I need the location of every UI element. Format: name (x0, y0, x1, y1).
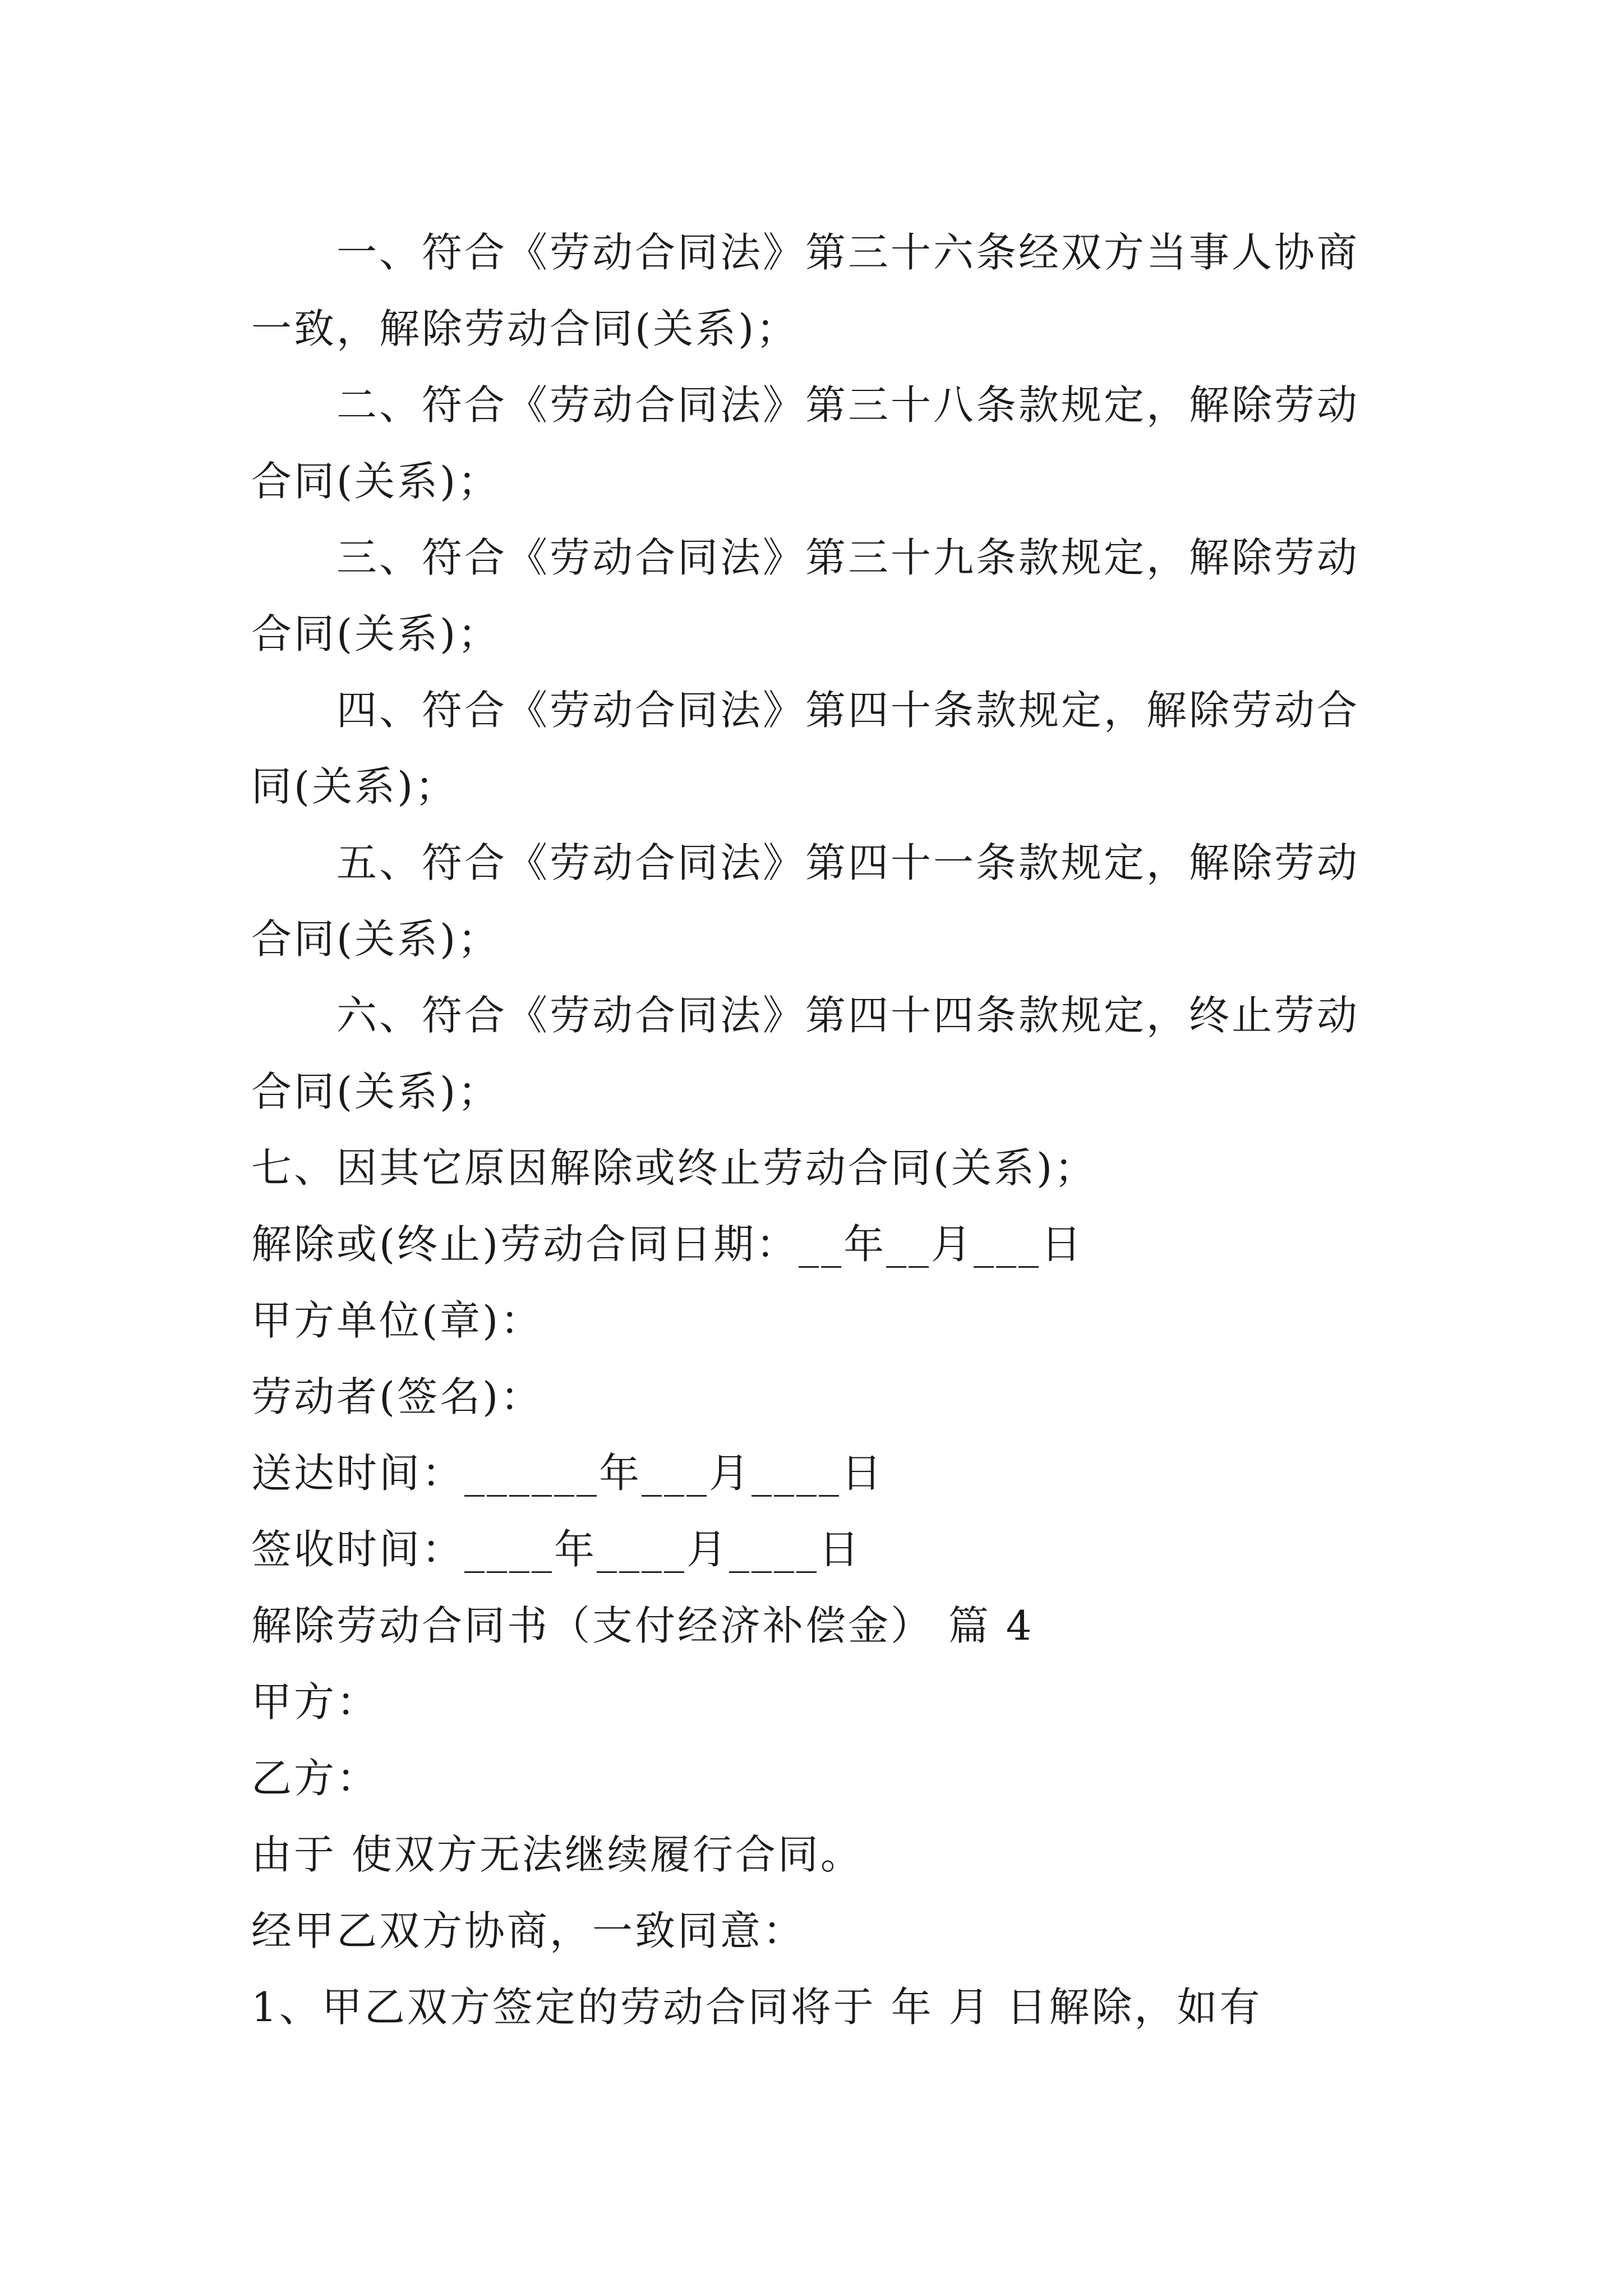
clause-2: 二、符合《劳动合同法》第三十八条款规定，解除劳动合同(关系)； (251, 381, 1360, 505)
delivery-time-field: 送达时间：______年___月____日 (251, 1450, 884, 1497)
clause-3: 三、符合《劳动合同法》第三十九条款规定，解除劳动合同(关系)； (251, 534, 1360, 657)
section-title: 解除劳动合同书（支付经济补偿金） 篇 4 (251, 1602, 1034, 1649)
document-body (251, 214, 1378, 2045)
party-b-label: 乙方： (251, 1755, 380, 1802)
clause-4: 四、符合《劳动合同法》第四十条款规定，解除劳动合同(关系)； (251, 687, 1360, 810)
termination-date-field: 解除或(终止)劳动合同日期：__年__月___日 (251, 1221, 1084, 1268)
worker-signature-field: 劳动者(签名)： (251, 1373, 543, 1420)
clause-6: 六、符合《劳动合同法》第四十四条款规定，终止劳动合同(关系)； (251, 992, 1360, 1115)
clause-7: 七、因其它原因解除或终止劳动合同(关系)； (251, 1144, 1098, 1191)
receipt-time-field: 签收时间：____年____月____日 (251, 1526, 862, 1573)
party-a-seal-field: 甲方单位(章)： (251, 1297, 543, 1344)
clause-1: 一、符合《劳动合同法》第三十六条经双方当事人协商一致，解除劳动合同(关系)； (251, 229, 1360, 352)
clause-5: 五、符合《劳动合同法》第四十一条款规定，解除劳动合同(关系)； (251, 839, 1360, 963)
reason-line: 由于 使双方无法继续履行合同。 (251, 1831, 863, 1878)
party-a-label: 甲方： (251, 1678, 380, 1726)
item-1-line: 1、甲乙双方签定的劳动合同将于 年 月 日解除，如有 (251, 1984, 1262, 2031)
agreement-line: 经甲乙双方协商，一致同意： (251, 1907, 806, 1954)
